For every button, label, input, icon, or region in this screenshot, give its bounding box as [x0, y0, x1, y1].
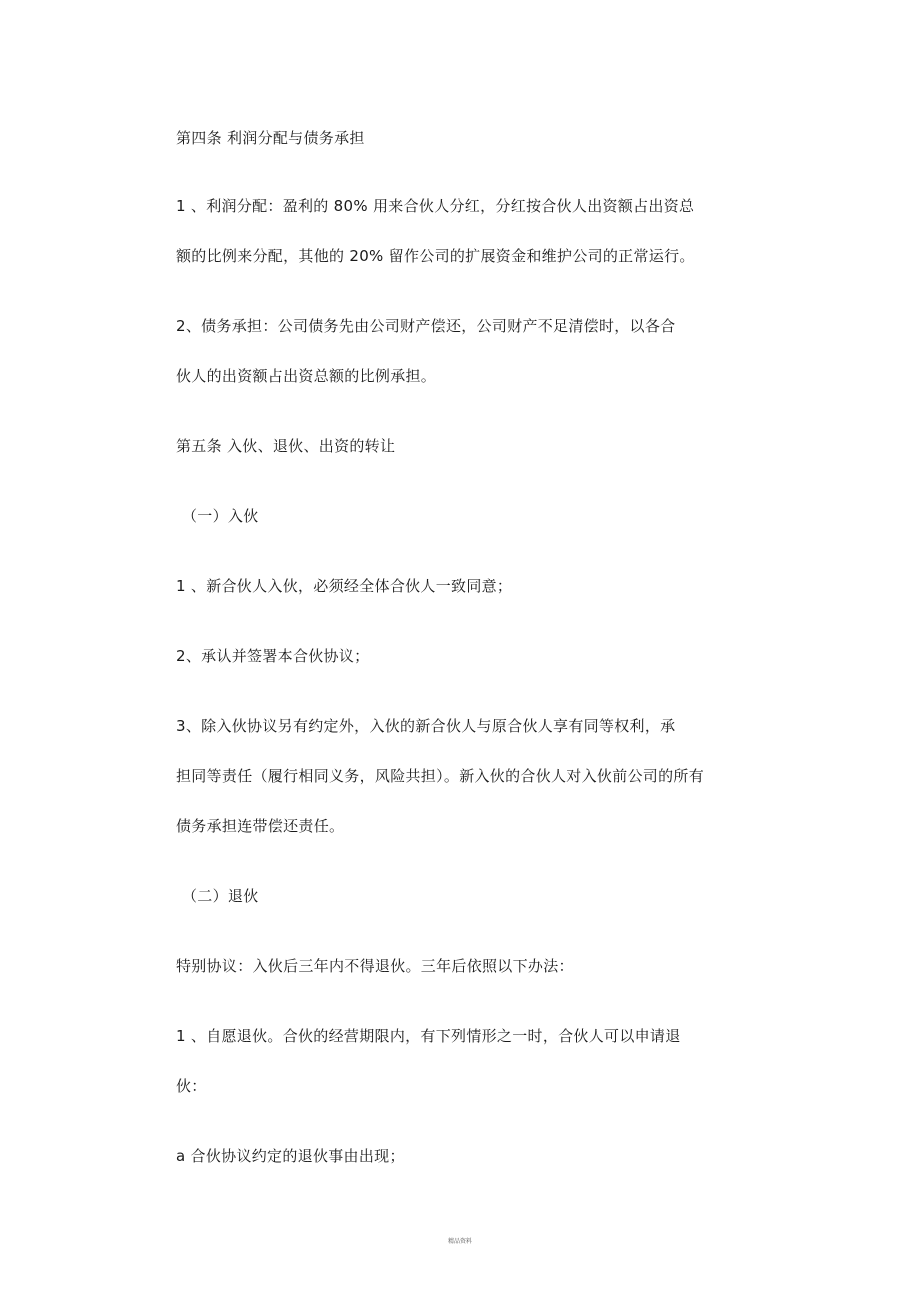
section-withdraw-heading: （二）退伙: [182, 887, 259, 905]
join-item-3-line-2: 担同等责任（履行相同义务，风险共担）。新入伙的合伙人对入伙前公司的所有: [176, 767, 705, 785]
article-5-heading: 第五条 入伙、退伙、出资的转让: [176, 437, 396, 455]
join-item-3-line-1: 3、除入伙协议另有约定外，入伙的新合伙人与原合伙人享有同等权利，承: [176, 717, 676, 735]
page-footer: 精品资料: [447, 1238, 472, 1245]
withdraw-item-1-line-1: 1 、自愿退伙。合伙的经营期限内，有下列情形之一时，合伙人可以申请退: [176, 1027, 681, 1045]
special-agreement: 特别协议：入伙后三年内不得退伙。三年后依照以下办法：: [176, 957, 574, 975]
join-item-1: 1 、新合伙人入伙，必须经全体合伙人一致同意；: [176, 577, 513, 595]
join-item-3-line-3: 债务承担连带偿还责任。: [176, 817, 345, 835]
withdraw-item-a: a 合伙协议约定的退伙事由出现；: [176, 1147, 405, 1165]
section-join-heading: （一）入伙: [182, 507, 259, 525]
article-4-heading: 第四条 利润分配与债务承担: [176, 129, 365, 147]
join-item-2: 2、承认并签署本合伙协议；: [176, 647, 370, 665]
paragraph-profit-line-2: 额的比例来分配，其他的 20% 留作公司的扩展资金和维护公司的正常运行。: [176, 247, 695, 265]
paragraph-debt-line-2: 伙人的出资额占出资总额的比例承担。: [176, 367, 437, 385]
paragraph-debt-line-1: 2、债务承担：公司债务先由公司财产偿还，公司财产不足清偿时，以各合: [176, 317, 676, 335]
paragraph-profit-line-1: 1 、利润分配：盈利的 80% 用来合伙人分红，分红按合伙人出资额占出资总: [176, 197, 695, 215]
withdraw-item-1-line-2: 伙：: [176, 1077, 207, 1095]
